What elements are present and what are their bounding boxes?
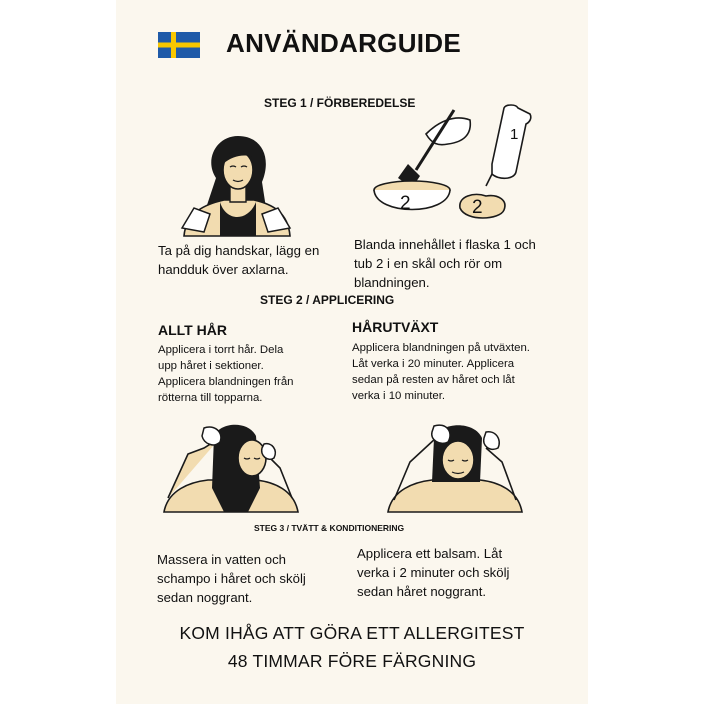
bowl-number: 2	[400, 193, 411, 214]
step2-heading: STEG 2 / APPLICERING	[260, 293, 395, 307]
step1-heading: STEG 1 / FÖRBEREDELSE	[264, 96, 416, 110]
swedish-flag-icon	[158, 32, 200, 58]
woman-applying-all-hair-illustration	[164, 418, 298, 512]
all-hair-title: ALLT HÅR	[158, 322, 227, 338]
mixing-bowl-bottle-tube-illustration	[368, 104, 544, 228]
bottle-number: 1	[510, 126, 519, 143]
step3-heading: STEG 3 / TVÄTT & KONDITIONERING	[254, 523, 405, 533]
woman-applying-regrowth-illustration	[388, 418, 522, 512]
allergy-reminder-line1: KOM IHÅG ATT GÖRA ETT ALLERGITEST	[179, 623, 525, 643]
regrowth-title: HÅRUTVÄXT	[352, 319, 439, 335]
step3-right-text: Applicera ett balsam. Låt verka i 2 minuter och skölj sedan håret noggrant.	[357, 546, 510, 599]
all-hair-text: Applicera i torrt hår. Dela upp håret i sektioner. Applicera blandningen från rötterna till topparna.	[158, 344, 294, 404]
step1-left-text: Ta på dig handskar, lägg en handduk över axlarna.	[158, 243, 320, 277]
tube-number: 2	[472, 197, 483, 218]
regrowth-text: Applicera blandningen på utväxten. Låt verka i 20 minuter. Applicera sedan på resten av håret och låt verka i 10 minuter.	[352, 342, 530, 402]
woman-gloves-towel-illustration	[176, 130, 296, 236]
step1-right-text: Blanda innehållet i flaska 1 och tub 2 i en skål och rör om blandningen.	[354, 237, 536, 290]
step3-left-text: Massera in vatten och schampo i håret och skölj sedan noggrant.	[157, 552, 306, 605]
allergy-reminder-line2: 48 TIMMAR FÖRE FÄRGNING	[227, 651, 477, 671]
page-title: ANVÄNDARGUIDE	[226, 28, 462, 58]
